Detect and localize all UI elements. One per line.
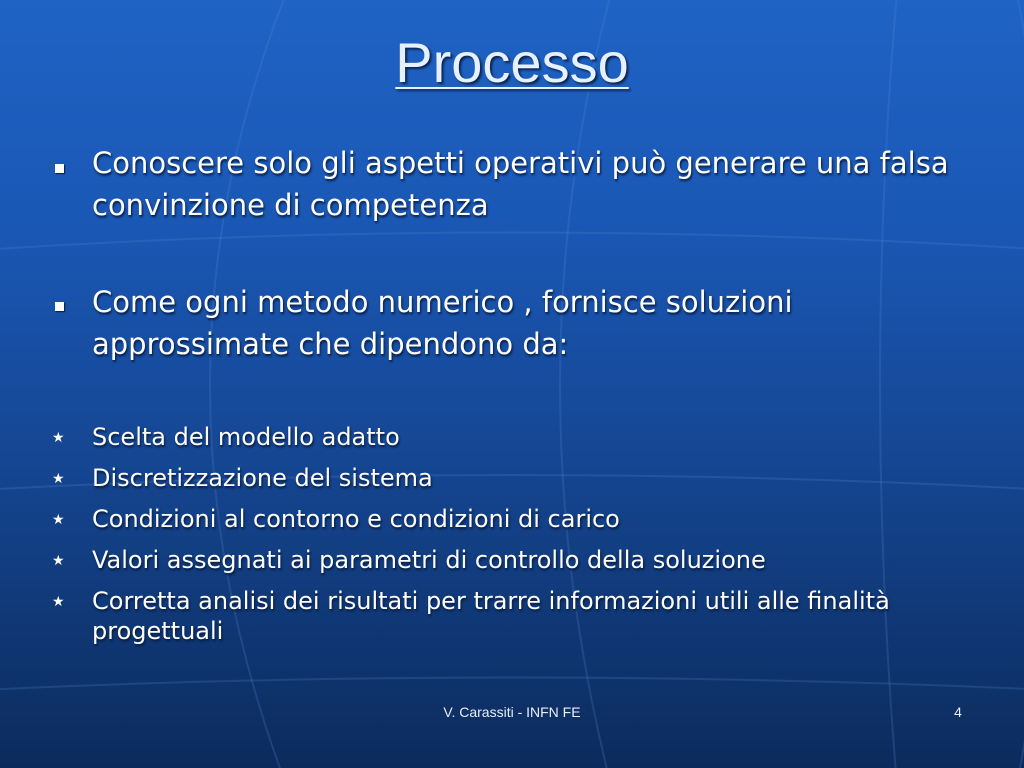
sub-bullet-item: Condizioni al contorno e condizioni di carico	[92, 505, 620, 533]
sub-bullet-item: Valori assegnati ai parametri di controllo della soluzione	[92, 546, 766, 574]
sub-bullet-item: Discretizzazione del sistema	[92, 464, 433, 492]
star-bullet-icon: ★	[52, 553, 65, 569]
star-bullet-icon: ★	[52, 512, 65, 528]
star-bullet-icon: ★	[52, 594, 65, 610]
sub-bullet-item: Scelta del modello adatto	[92, 423, 400, 451]
slide-title: Processo	[395, 31, 629, 94]
bullet-item: Conoscere solo gli aspetti operativi può generare una falsa convinzione di competenza	[92, 146, 949, 222]
bullet-item: Come ogni metodo numerico , fornisce soluzioni approssimate che dipendono da:	[92, 285, 793, 361]
sub-bullet-item: Corretta analisi dei risultati per trarre informazioni utili alle finalità progettuali	[92, 587, 890, 645]
page-number: 4	[954, 704, 962, 720]
star-bullet-icon: ★	[52, 471, 65, 487]
square-bullet-icon	[55, 164, 64, 173]
slide-footer: V. Carassiti - INFN FE	[443, 704, 581, 720]
star-bullet-icon: ★	[52, 430, 65, 446]
square-bullet-icon	[55, 302, 64, 311]
